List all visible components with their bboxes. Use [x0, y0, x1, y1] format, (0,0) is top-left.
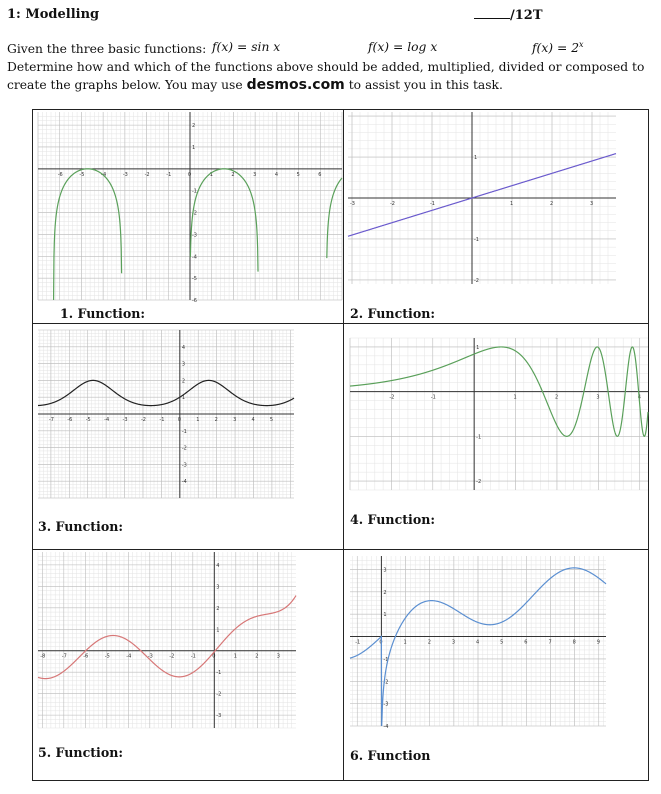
y-tick-label: -1: [216, 670, 222, 677]
x-tick-label: -6: [57, 171, 63, 178]
x-tick-label: -2: [144, 171, 150, 178]
caption-function-3: 3. Function:: [38, 519, 124, 534]
x-tick-label: -3: [122, 171, 128, 178]
score-label: /12T: [510, 8, 543, 23]
y-tick-label: -5: [192, 276, 197, 283]
x-tick-label: 8: [572, 639, 576, 646]
x-tick-label: 2: [231, 171, 235, 178]
y-tick-label: 1: [181, 395, 186, 402]
score-field: [474, 7, 543, 23]
x-tick-label: -1: [430, 394, 436, 401]
x-tick-label: 2: [214, 417, 218, 423]
x-tick-label: -6: [67, 417, 73, 423]
y-tick-label: 2: [216, 605, 220, 612]
y-tick-label: -1: [181, 428, 187, 435]
y-tick-label: -2: [192, 210, 197, 217]
y-tick-label: 4: [181, 344, 186, 351]
x-tick-label: 4: [476, 639, 480, 646]
x-tick-label: 5: [269, 417, 274, 423]
caption-function-2: 2. Function:: [350, 306, 436, 321]
x-tick-label: 0: [212, 653, 216, 660]
caption-function-1: 1. Function:: [60, 306, 146, 321]
graph-1: [38, 112, 342, 304]
x-tick-label: -8: [40, 653, 46, 660]
y-tick-label: -4: [383, 724, 389, 730]
y-tick-label: -1: [192, 188, 197, 195]
x-tick-label: 3: [590, 201, 594, 207]
caption-function-4: 4. Function:: [350, 512, 436, 527]
x-tick-label: -1: [166, 171, 172, 178]
graph-3: [38, 330, 294, 498]
x-tick-label: 2: [255, 653, 259, 660]
y-tick-label: 1: [383, 612, 387, 619]
y-tick-label: -2: [216, 691, 222, 698]
x-tick-label: 3: [276, 653, 280, 660]
y-tick-label: 1: [192, 144, 196, 151]
x-tick-label: -2: [169, 653, 175, 660]
y-tick-label: -3: [192, 232, 197, 239]
x-tick-label: 1: [233, 653, 237, 660]
x-tick-label: 3: [596, 394, 600, 401]
x-tick-label: -2: [389, 394, 395, 401]
x-tick-label: -2: [140, 417, 146, 423]
x-tick-label: -4: [126, 653, 132, 660]
x-tick-label: 0: [188, 171, 192, 178]
graph-5: [38, 552, 296, 728]
function-exp: $f(x) = 2^x$: [532, 40, 584, 56]
x-tick-label: -3: [122, 417, 128, 423]
y-tick-label: -6: [192, 298, 197, 304]
x-tick-label: -3: [147, 653, 153, 660]
x-tick-label: 3: [233, 417, 237, 423]
x-tick-label: -5: [85, 417, 91, 423]
x-tick-label: -5: [104, 653, 110, 660]
y-tick-label: 2: [383, 589, 387, 596]
y-tick-label: -4: [181, 479, 187, 486]
y-tick-label: 3: [181, 361, 186, 368]
x-tick-label: 0: [379, 639, 383, 646]
y-tick-label: -1: [383, 656, 389, 663]
x-tick-label: -2: [390, 201, 395, 207]
x-tick-label: -1: [159, 417, 165, 423]
graph-4: [350, 338, 648, 490]
graph-6: [350, 556, 606, 730]
x-tick-label: -6: [83, 653, 89, 660]
y-tick-label: 3: [216, 584, 220, 591]
desmos-link[interactable]: desmos.com: [246, 77, 345, 93]
x-tick-label: 1: [510, 201, 514, 207]
x-tick-label: 2: [554, 394, 559, 401]
x-tick-label: 2: [550, 201, 554, 207]
x-tick-label: 6: [524, 639, 528, 646]
x-tick-label: 4: [251, 417, 255, 423]
y-tick-label: -3: [383, 701, 389, 708]
x-tick-label: -7: [48, 417, 54, 423]
function-log: f(x) = log x: [368, 40, 438, 54]
x-tick-label: 3: [253, 171, 257, 178]
y-tick-label: -2: [476, 479, 482, 486]
y-tick-label: -2: [181, 445, 187, 452]
caption-function-5: 5. Function:: [38, 745, 124, 760]
x-tick-label: -1: [430, 201, 435, 207]
score-blank[interactable]: [474, 7, 510, 19]
table-divider-vertical: [343, 109, 344, 781]
y-tick-label: -3: [181, 462, 187, 469]
instruction-line-1: Determine how and which of the functions above should be added, multiplied, divided or composed to: [7, 60, 645, 74]
y-tick-label: 3: [383, 567, 387, 574]
x-tick-label: -1: [190, 653, 196, 660]
y-tick-label: 1: [476, 344, 480, 351]
table-divider-row-2: [32, 549, 649, 550]
x-tick-label: -1: [355, 639, 361, 646]
y-tick-label: 1: [216, 627, 220, 634]
y-tick-label: -4: [192, 254, 197, 261]
x-tick-label: 7: [548, 639, 552, 646]
x-tick-label: 2: [427, 639, 431, 646]
y-tick-label: 4: [216, 562, 220, 569]
x-tick-label: -7: [61, 653, 67, 660]
y-tick-label: -2: [474, 277, 479, 284]
y-tick-label: -3: [216, 713, 222, 720]
x-tick-label: 1: [513, 394, 517, 401]
x-tick-label: 3: [451, 639, 456, 646]
x-tick-label: 5: [500, 639, 504, 646]
y-tick-label: 1: [474, 155, 478, 162]
y-tick-label: -1: [476, 434, 482, 441]
instruction-line-2: create the graphs below. You may use desmos.com to assist you in this task.: [7, 77, 503, 93]
table-divider-row-1: [32, 323, 649, 324]
x-tick-label: 4: [274, 171, 279, 178]
caption-function-6: 6. Function: [350, 748, 431, 763]
x-tick-label: -5: [79, 171, 85, 178]
x-tick-label: -4: [104, 417, 110, 423]
function-sin: f(x) = sin x: [212, 40, 281, 54]
worksheet-title: 1: Modelling: [7, 7, 100, 22]
x-tick-label: 0: [177, 417, 182, 423]
x-tick-label: -4: [101, 171, 107, 178]
y-tick-label: -2: [383, 679, 389, 686]
y-tick-label: 2: [181, 378, 186, 385]
x-tick-label: 9: [596, 639, 600, 646]
given-line: Given the three basic functions:: [7, 42, 207, 56]
x-tick-label: 6: [318, 171, 322, 178]
x-tick-label: 1: [403, 639, 407, 646]
y-tick-label: 2: [192, 123, 196, 130]
x-tick-label: 1: [196, 417, 200, 423]
function-curve: [38, 380, 294, 405]
graph-2: [348, 112, 616, 284]
x-tick-label: 4: [637, 394, 641, 401]
x-tick-label: -3: [350, 201, 355, 207]
x-tick-label: 1: [209, 171, 213, 178]
y-tick-label: -1: [474, 236, 479, 243]
x-tick-label: 5: [296, 171, 300, 178]
